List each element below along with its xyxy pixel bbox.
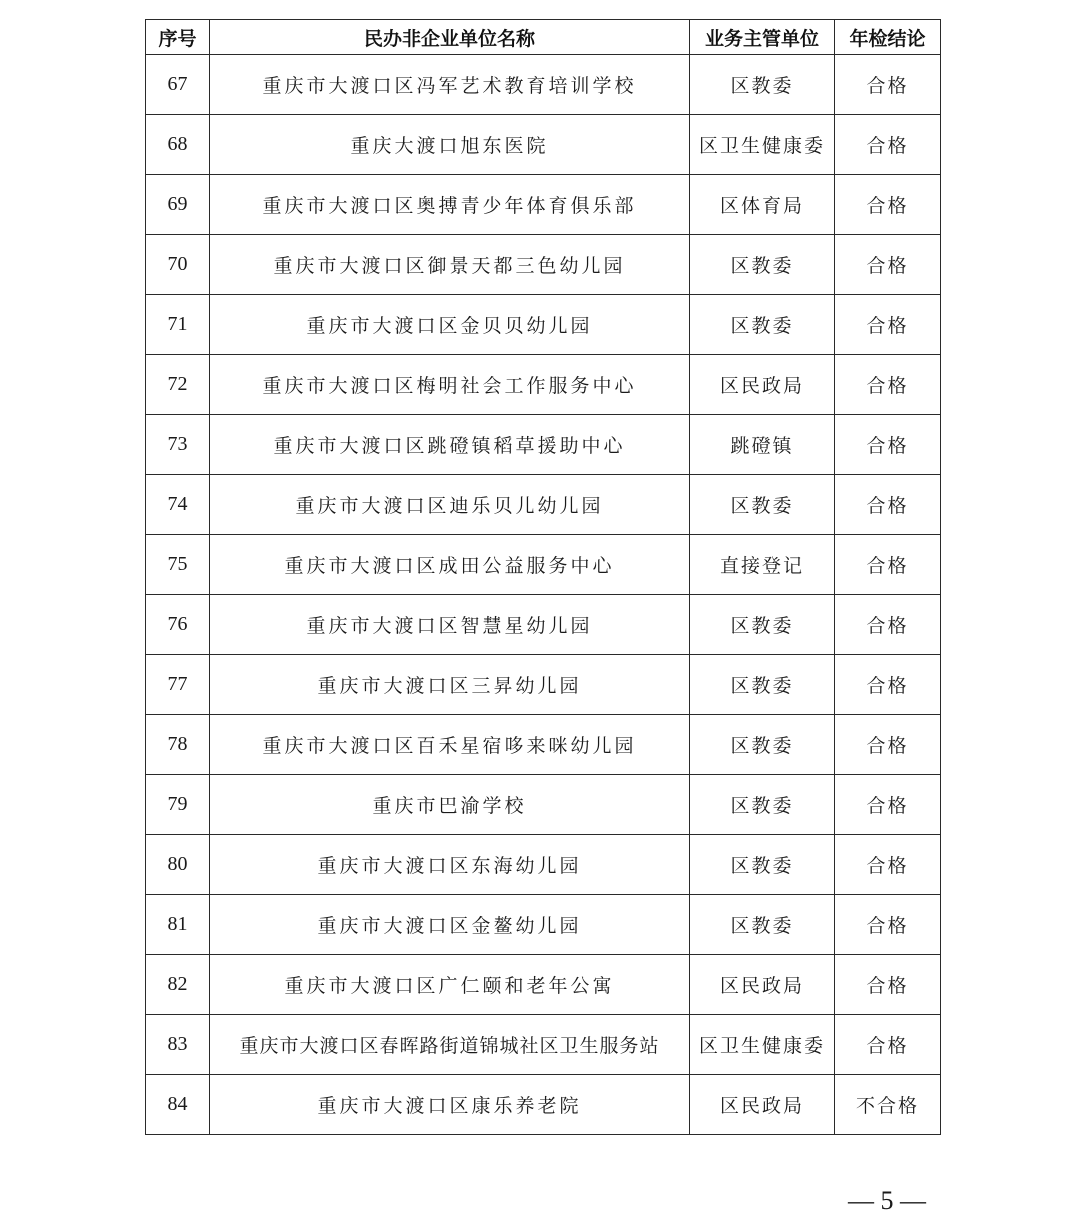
row-org-name: 重庆市大渡口区东海幼儿园	[210, 835, 690, 895]
table-row	[146, 595, 941, 655]
row-result: 合格	[835, 1015, 941, 1075]
row-result: 合格	[835, 655, 941, 715]
row-authority: 直接登记	[690, 535, 835, 595]
row-org-name: 重庆市大渡口区春晖路街道锦城社区卫生服务站	[210, 1015, 690, 1075]
row-authority: 区教委	[690, 655, 835, 715]
row-org-name: 重庆市大渡口区跳磴镇稻草援助中心	[210, 415, 690, 475]
row-authority: 区民政局	[690, 955, 835, 1015]
row-authority: 区教委	[690, 595, 835, 655]
table-header	[146, 20, 941, 55]
row-org-name: 重庆大渡口旭东医院	[210, 115, 690, 175]
row-authority: 区教委	[690, 715, 835, 775]
table-row	[146, 835, 941, 895]
row-org-name: 重庆市大渡口区梅明社会工作服务中心	[210, 355, 690, 415]
table-row	[146, 955, 941, 1015]
table-row	[146, 535, 941, 595]
table-body	[146, 55, 941, 1135]
table-row	[146, 1015, 941, 1075]
row-authority: 区教委	[690, 235, 835, 295]
table-row	[146, 295, 941, 355]
row-result: 合格	[835, 535, 941, 595]
row-org-name: 重庆市大渡口区御景天都三色幼儿园	[210, 235, 690, 295]
table-row	[146, 895, 941, 955]
row-seq: 76	[146, 595, 210, 655]
row-seq: 77	[146, 655, 210, 715]
page-number: — 5 —	[848, 1186, 926, 1215]
table-row	[146, 415, 941, 475]
row-seq: 74	[146, 475, 210, 535]
row-authority: 区教委	[690, 295, 835, 355]
row-authority: 区卫生健康委	[690, 1015, 835, 1075]
row-seq: 72	[146, 355, 210, 415]
row-org-name: 重庆市大渡口区百禾星宿哆来咪幼儿园	[210, 715, 690, 775]
header-row	[146, 20, 941, 55]
table-row	[146, 1075, 941, 1135]
row-authority: 区民政局	[690, 355, 835, 415]
row-seq: 73	[146, 415, 210, 475]
row-org-name: 重庆市大渡口区广仁颐和老年公寓	[210, 955, 690, 1015]
table-row	[146, 115, 941, 175]
row-result: 合格	[835, 835, 941, 895]
row-result: 合格	[835, 235, 941, 295]
header-result: 年检结论	[835, 20, 941, 55]
row-result: 合格	[835, 775, 941, 835]
row-seq: 84	[146, 1075, 210, 1135]
row-result: 合格	[835, 295, 941, 355]
table-row	[146, 175, 941, 235]
row-seq: 80	[146, 835, 210, 895]
row-result: 合格	[835, 715, 941, 775]
row-org-name: 重庆市大渡口区迪乐贝儿幼儿园	[210, 475, 690, 535]
row-result: 合格	[835, 175, 941, 235]
row-seq: 79	[146, 775, 210, 835]
row-org-name: 重庆市大渡口区智慧星幼儿园	[210, 595, 690, 655]
row-authority: 区教委	[690, 475, 835, 535]
row-seq: 71	[146, 295, 210, 355]
row-result: 合格	[835, 475, 941, 535]
row-result: 合格	[835, 55, 941, 115]
row-authority: 区卫生健康委	[690, 115, 835, 175]
table-row	[146, 715, 941, 775]
table-row	[146, 655, 941, 715]
row-result: 合格	[835, 895, 941, 955]
row-seq: 70	[146, 235, 210, 295]
row-result: 合格	[835, 355, 941, 415]
row-org-name: 重庆市大渡口区金鳌幼儿园	[210, 895, 690, 955]
row-seq: 75	[146, 535, 210, 595]
table-row	[146, 55, 941, 115]
row-authority: 区教委	[690, 895, 835, 955]
row-seq: 68	[146, 115, 210, 175]
row-org-name: 重庆市大渡口区三昇幼儿园	[210, 655, 690, 715]
row-authority: 区教委	[690, 775, 835, 835]
row-seq: 78	[146, 715, 210, 775]
row-authority: 区教委	[690, 835, 835, 895]
row-result: 合格	[835, 595, 941, 655]
row-result: 不合格	[835, 1075, 941, 1135]
table-row	[146, 775, 941, 835]
header-seq: 序号	[146, 20, 210, 55]
header-authority: 业务主管单位	[690, 20, 835, 55]
row-authority: 跳磴镇	[690, 415, 835, 475]
row-seq: 69	[146, 175, 210, 235]
row-org-name: 重庆市大渡口区康乐养老院	[210, 1075, 690, 1135]
row-org-name: 重庆市巴渝学校	[210, 775, 690, 835]
row-org-name: 重庆市大渡口区冯军艺术教育培训学校	[210, 55, 690, 115]
row-org-name: 重庆市大渡口区金贝贝幼儿园	[210, 295, 690, 355]
row-seq: 81	[146, 895, 210, 955]
row-org-name: 重庆市大渡口区成田公益服务中心	[210, 535, 690, 595]
table-row	[146, 475, 941, 535]
table-row	[146, 355, 941, 415]
row-authority: 区体育局	[690, 175, 835, 235]
row-result: 合格	[835, 415, 941, 475]
row-seq: 67	[146, 55, 210, 115]
header-name: 民办非企业单位名称	[210, 20, 690, 55]
row-seq: 83	[146, 1015, 210, 1075]
table-row	[146, 235, 941, 295]
row-result: 合格	[835, 115, 941, 175]
row-seq: 82	[146, 955, 210, 1015]
row-authority: 区民政局	[690, 1075, 835, 1135]
row-result: 合格	[835, 955, 941, 1015]
row-authority: 区教委	[690, 55, 835, 115]
row-org-name: 重庆市大渡口区奥搏青少年体育俱乐部	[210, 175, 690, 235]
inspection-results-table	[145, 19, 941, 1135]
